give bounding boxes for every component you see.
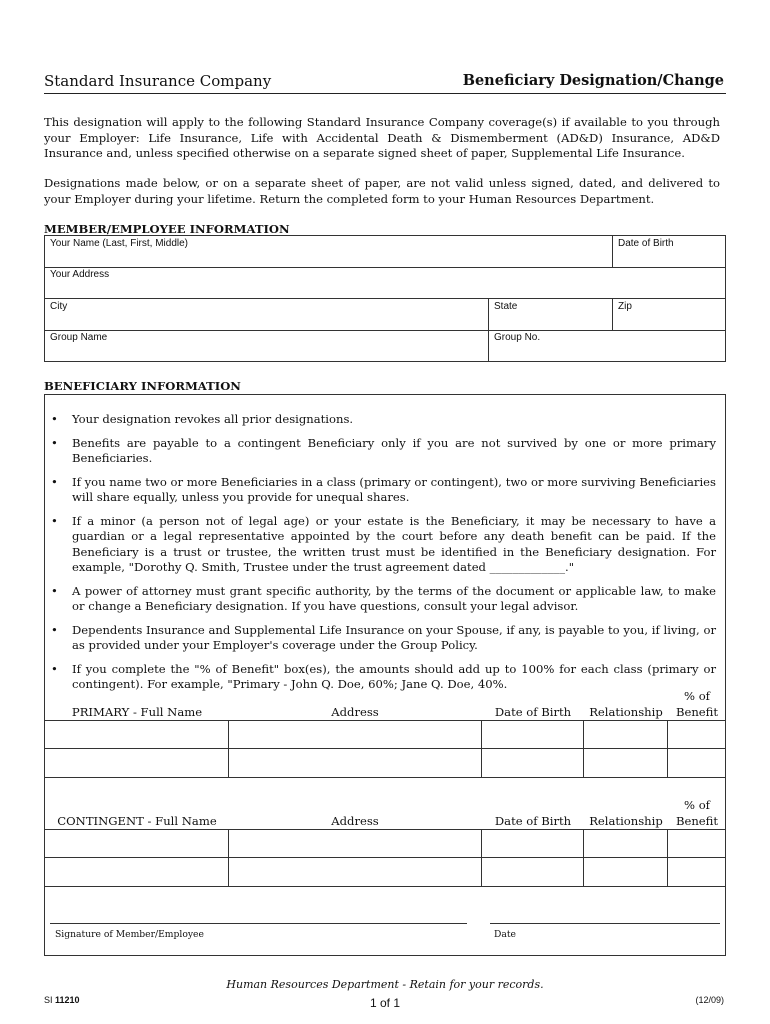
company-name: Standard Insurance Company <box>44 72 272 90</box>
member-city-field[interactable] <box>45 299 488 330</box>
bullet-icon: • <box>51 412 58 426</box>
primary-benefit-header: Benefit <box>675 705 719 719</box>
form-number-value: 11210 <box>55 995 80 1005</box>
bullet-icon: • <box>51 583 58 598</box>
primary-row-2-relationship[interactable] <box>584 749 667 777</box>
list-item <box>46 623 716 654</box>
primary-grid-line <box>44 777 726 778</box>
member-state-field[interactable] <box>489 299 612 330</box>
primary-row-2-address[interactable] <box>229 749 481 777</box>
bullet-icon: • <box>51 661 58 676</box>
contingent-address-header: Address <box>331 814 379 828</box>
contingent-row-1-percent[interactable] <box>668 830 725 857</box>
bullet-icon: • <box>51 513 58 528</box>
date-field[interactable] <box>490 900 720 924</box>
intro-paragraph-validity: Designations made below, or on a separate sheet of paper, are not valid unless signed, dated, and delivered to your Employer during your lifetime. Return the completed form to your Human Resources Department. <box>44 176 720 206</box>
primary-row-2-dob[interactable] <box>482 749 583 777</box>
member-address-label: Your Address <box>50 269 110 280</box>
bullet-icon: • <box>51 435 58 450</box>
contingent-row-1-address[interactable] <box>229 830 481 857</box>
member-name-label: Your Name (Last, First, Middle) <box>50 238 189 249</box>
contingent-row-2-name[interactable] <box>45 858 228 886</box>
member-address-field[interactable] <box>45 268 725 298</box>
rule-text: If you complete the "% of Benefit" box(es), the amounts should add up to 100% for each class (primary or contingent). For example, "Primary - John Q. Doe, 60%; Jane Q. Doe, 40%. <box>72 661 716 691</box>
primary-row-1-relationship[interactable] <box>584 721 667 748</box>
contingent-grid-line <box>44 886 726 887</box>
signature-field[interactable] <box>50 900 467 924</box>
rule-text: A power of attorney must grant specific authority, by the terms of the document or applicable law, to make or change a Beneficiary designation. If you have questions, consult your legal advisor. <box>72 583 716 613</box>
member-zip-field[interactable] <box>613 299 725 330</box>
bullet-icon: • <box>51 622 58 637</box>
rule-text: Dependents Insurance and Supplemental Life Insurance on your Spouse, if any, is payable to you, if living, or as provided under your Employer's coverage under the Group Policy. <box>72 622 716 652</box>
page-number: 1 of 1 <box>369 996 401 1010</box>
member-state-label: State <box>494 301 518 312</box>
contingent-row-2-relationship[interactable] <box>584 858 667 886</box>
primary-row-2-percent[interactable] <box>668 749 725 777</box>
member-dob-field[interactable] <box>613 236 725 267</box>
list-item <box>46 584 716 615</box>
intro-paragraph-coverage: This designation will apply to the following Standard Insurance Company coverage(s) if available to you through your Employer: Life Insurance, Life with Accidental Death & Dismemberment (AD&D) Insurance, AD&D Insurance and, unless specified otherwise on a separate signed sheet of paper, Supplemental Life Insurance. <box>44 115 720 160</box>
primary-dob-header: Date of Birth <box>494 705 572 719</box>
signature-label: Signature of Member/Employee <box>55 929 204 940</box>
date-label: Date <box>494 929 516 940</box>
member-group-name-field[interactable] <box>45 331 488 361</box>
revision-date: (12/09) <box>695 995 724 1005</box>
member-group-no-field[interactable] <box>489 331 725 361</box>
contingent-relationship-header: Relationship <box>589 814 663 828</box>
contingent-row-2-percent[interactable] <box>668 858 725 886</box>
rule-text: If you name two or more Beneficiaries in a class (primary or contingent), two or more surviving Beneficiaries will share equally, unless you provide for unequal shares. <box>72 474 716 504</box>
form-prefix: SI <box>44 995 53 1005</box>
contingent-row-1-name[interactable] <box>45 830 228 857</box>
primary-percent-header: % of <box>684 689 710 703</box>
footer-note: Human Resources Department - Retain for your records. <box>226 978 544 991</box>
contingent-name-header: CONTINGENT - Full Name <box>57 814 217 828</box>
contingent-percent-header: % of <box>684 798 710 812</box>
member-group-no-label: Group No. <box>494 332 541 343</box>
rule-text: Benefits are payable to a contingent Beneficiary only if you are not survived by one or more primary Beneficiaries. <box>72 435 716 465</box>
primary-row-2-name[interactable] <box>45 749 228 777</box>
primary-row-1-name[interactable] <box>45 721 228 748</box>
list-item <box>46 514 716 576</box>
list-item <box>46 436 716 467</box>
primary-row-1-percent[interactable] <box>668 721 725 748</box>
header-divider <box>44 93 726 94</box>
member-group-name-label: Group Name <box>50 332 108 343</box>
beneficiary-rules-list <box>46 412 716 701</box>
beneficiary-section-title: BENEFICIARY INFORMATION <box>44 379 241 393</box>
contingent-row-1-relationship[interactable] <box>584 830 667 857</box>
contingent-row-2-dob[interactable] <box>482 858 583 886</box>
primary-address-header: Address <box>331 705 379 719</box>
form-title: Beneficiary Designation/Change <box>462 72 724 89</box>
list-item <box>46 475 716 506</box>
member-zip-label: Zip <box>618 301 632 312</box>
primary-name-header: PRIMARY - Full Name <box>71 705 203 719</box>
contingent-row-2-address[interactable] <box>229 858 481 886</box>
primary-row-1-address[interactable] <box>229 721 481 748</box>
contingent-row-1-dob[interactable] <box>482 830 583 857</box>
member-city-label: City <box>50 301 68 312</box>
contingent-benefit-header: Benefit <box>675 814 719 828</box>
contingent-dob-header: Date of Birth <box>494 814 572 828</box>
bullet-icon: • <box>51 474 58 489</box>
list-item <box>46 412 716 428</box>
member-name-field[interactable] <box>45 236 611 267</box>
primary-row-1-dob[interactable] <box>482 721 583 748</box>
member-section-title: MEMBER/EMPLOYEE INFORMATION <box>44 222 290 236</box>
date-line <box>490 923 720 924</box>
signature-line <box>50 923 467 924</box>
list-item <box>46 662 716 693</box>
member-dob-label: Date of Birth <box>618 238 674 249</box>
primary-relationship-header: Relationship <box>589 705 663 719</box>
rule-text: If a minor (a person not of legal age) or your estate is the Beneficiary, it may be necessary to have a guardian or a legal representative appointed by the court before any death benefit can be paid. If the Beneficiary is a trust or trustee, the written trust must be identified in the Beneficiary designation. For example, "Dorothy Q. Smith, Trustee under the trust agreement dated _____________." <box>72 513 716 574</box>
rule-text: Your designation revokes all prior designations. <box>72 412 354 426</box>
